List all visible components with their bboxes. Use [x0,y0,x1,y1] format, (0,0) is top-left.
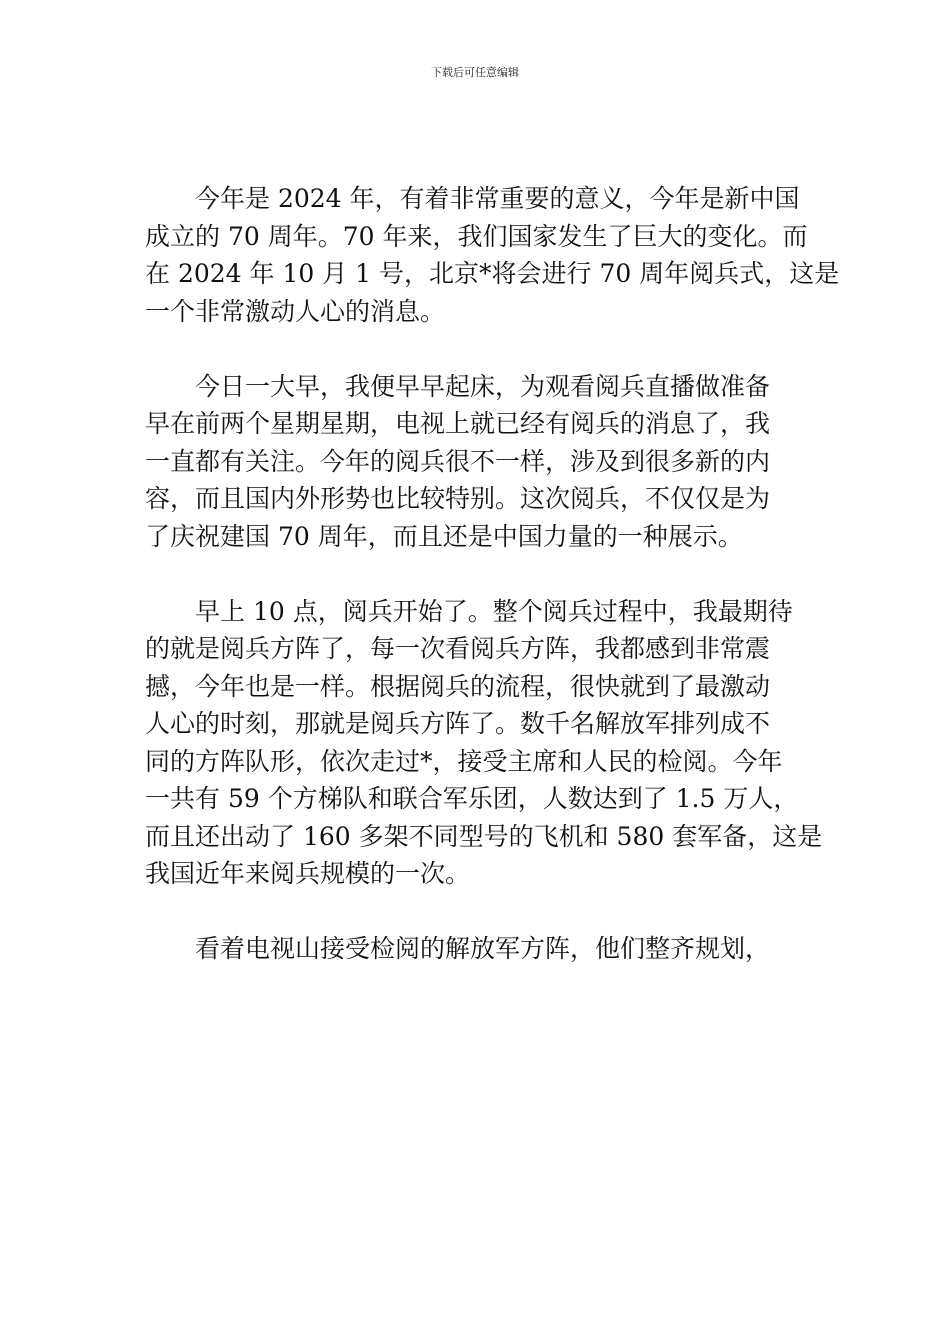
text-line: 早在前两个星期星期，电视上就已经有阅兵的消息了，我 [145,409,771,438]
text-line: 看着电视山接受检阅的解放军方阵，他们整齐规划， [195,934,771,963]
text-line: 早上 10 点，阅兵开始了。整个阅兵过程中，我最期待 [195,596,793,626]
text-line: 一直都有关注。今年的阅兵很不一样，涉及到很多新的内 [145,446,771,476]
text-line: 今年是 2024 年，有着非常重要的意义，今年是新中国 [195,184,800,213]
text-line: 而且还出动了 160 多架不同型号的飞机和 580 套军备，这是 [145,821,823,851]
document-body [145,180,840,968]
text-line: 成立的 70 周年。70 年来，我们国家发生了巨大的变化。而 [145,221,808,251]
paragraph [145,593,823,893]
text-line: 撼，今年也是一样。根据阅兵的流程，很快就到了最激动 [145,671,771,701]
text-line: 在 2024 年 10 月 1 号，北京*将会进行 70 周年阅兵式，这是 [145,259,840,288]
paragraph [145,930,807,968]
text-line: 的就是阅兵方阵了，每一次看阅兵方阵，我都感到非常震 [145,634,771,663]
paragraph [145,180,840,330]
text-line: 同的方阵队形，依次走过*，接受主席和人民的检阅。今年 [145,746,783,776]
text-line: 人心的时刻，那就是阅兵方阵了。数千名解放军排列成不 [145,709,771,738]
text-line: 容，而且国内外形势也比较特别。这次阅兵，不仅仅是为 [145,484,771,513]
text-line: 一个非常激动人心的消息。 [145,296,446,326]
text-line: 一共有 59 个方梯队和联合军乐团，人数达到了 1.5 万人， [145,784,799,813]
text-line: 今日一大早，我便早早起床，为观看阅兵直播做准备 [195,371,771,401]
text-line: 我国近年来阅兵规模的一次。 [145,859,471,888]
page-header-note: 下载后可任意编辑 [431,66,519,79]
text-line: 了庆祝建国 70 周年，而且还是中国力量的一种展示。 [145,521,743,551]
paragraph [145,368,807,556]
